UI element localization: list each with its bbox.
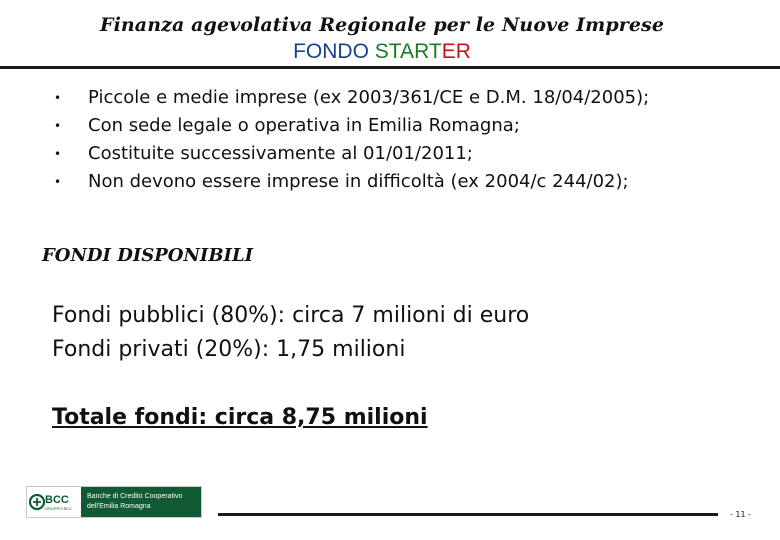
- list-item: [50, 168, 649, 196]
- subtitle-word-er: ER: [441, 40, 471, 63]
- list-item-text: Piccole e medie imprese (ex 2003/361/CE e D.M. 18/04/2005);: [88, 87, 650, 108]
- bullet-icon: •: [54, 91, 62, 105]
- subtitle-word-start: START: [374, 40, 442, 63]
- list-item: [50, 140, 649, 168]
- list-item: [50, 84, 649, 112]
- list-item-text: Non devono essere imprese in difficoltà (ex 2004/c 244/02);: [88, 171, 629, 192]
- bcc-logo-brand: BCC: [45, 494, 69, 506]
- slide-subtitle: [0, 39, 764, 65]
- bcc-logo-tiny-text: GRUPPO BCC: [45, 506, 72, 511]
- requirements-list: [50, 84, 649, 196]
- bcc-emblem-icon: [29, 494, 45, 510]
- bullet-icon: •: [54, 175, 62, 189]
- list-item-text: Costituite successivamente al 01/01/2011;: [88, 143, 473, 164]
- bcc-logo-line-2: dell'Emilia Romagna: [87, 503, 151, 510]
- bullet-icon: •: [54, 119, 62, 133]
- bcc-logo-mark: [27, 487, 81, 517]
- funds-heading: FONDI DISPONIBILI: [42, 245, 254, 266]
- page-number: - 11 -: [730, 510, 752, 519]
- bcc-logo-text-block: [81, 487, 201, 517]
- bcc-logo-line-1: Banche di Credito Cooperativo: [87, 493, 183, 500]
- subtitle-word-fondo: FONDO: [293, 40, 369, 63]
- header-divider: [0, 66, 780, 69]
- list-item: [50, 112, 649, 140]
- footer-divider: [218, 513, 718, 516]
- list-item-text: Con sede legale o operativa in Emilia Romagna;: [88, 115, 520, 136]
- public-funds-line: Fondi pubblici (80%): circa 7 milioni di euro: [52, 303, 530, 328]
- bullet-icon: •: [54, 147, 62, 161]
- private-funds-line: Fondi privati (20%): 1,75 milioni: [52, 337, 406, 362]
- total-funds-line: Totale fondi: circa 8,75 milioni: [52, 405, 428, 430]
- slide-title: Finanza agevolativa Regionale per le Nuove Imprese: [99, 14, 665, 36]
- bcc-logo: [26, 486, 202, 518]
